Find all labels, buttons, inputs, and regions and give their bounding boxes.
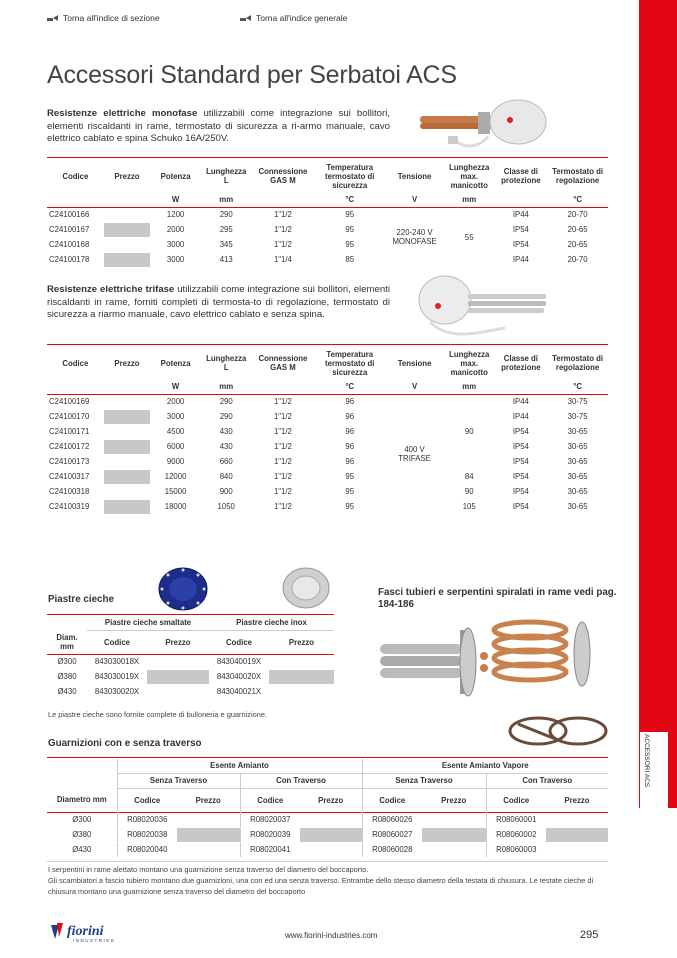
copper-coil-image [490, 610, 610, 700]
col-power: Potenza [150, 346, 201, 380]
price-cell[interactable] [546, 812, 608, 827]
price-cell[interactable] [300, 842, 362, 857]
tube-bundle-image [380, 616, 500, 706]
table-row: C24100319 18000 1050 1"1/2 95 105 IP54 30-65 [47, 499, 608, 514]
table-row: Ø300 R08020036 R08020037 R08060026 R08060001 [47, 812, 608, 827]
gaskets-image [508, 714, 608, 748]
back-arrow-icon [48, 13, 58, 23]
enamel-plate-image [158, 567, 208, 611]
price-cell[interactable] [300, 812, 362, 827]
mono-description: Resistenze elettriche monofase utilizzabili come integrazione sui bollitori, elementi riscaldanti in rame, termostato di sicurezza a ri-armo manuale, cavo elettrico cablato e spina Schuko 16A/250V. [47, 108, 390, 145]
col-connection: Connessione GAS M [252, 346, 315, 380]
tri-heater-image [410, 272, 550, 338]
section-side-tab[interactable]: ACCESSORI ACS [640, 732, 668, 808]
col-safety-temp: Temperatura termostato di sicurezza [314, 159, 385, 193]
price-cell[interactable] [104, 207, 151, 222]
price-cell[interactable] [104, 499, 151, 514]
nav-section-link[interactable]: Torna all'indice di sezione [48, 13, 160, 23]
price-cell[interactable] [147, 684, 209, 699]
table-row: C24100167 2000 295 1"1/2 95 IP54 20-65 [47, 222, 608, 237]
price-cell[interactable] [147, 654, 209, 669]
footer-url[interactable]: www.fiorini-industries.com [285, 931, 378, 940]
table-row: C24100170 3000 290 1"1/2 96 IP44 30-75 [47, 409, 608, 424]
col-price: Prezzo [104, 159, 151, 193]
svg-text:INDUSTRIES: INDUSTRIES [73, 938, 116, 943]
price-cell[interactable] [422, 842, 486, 857]
table-row: C24100166 1200 290 1"1/2 95 220-240 V MONOFASE 55 IP44 20-70 [47, 207, 608, 222]
price-cell[interactable] [147, 669, 209, 684]
col-thermostat: Termostato di regolazione [547, 159, 608, 193]
plates-title: Piastre cieche [48, 594, 114, 605]
tri-description: Resistenze elettriche trifase utilizzabili come integrazione sui bollitori, elementi riscaldanti in rame, forniti completi di termosta-to di regolazione, termostato di sicurezza a riarmo manuale, cavo elettrico cablato e senza spina. [47, 284, 390, 321]
gaskets-notes: I serpentini in rame alettato montano una guarnizione senza traverso del diametro del boccaporto. Gli scambiatori a fascio tubiero montano due guarnizioni, una con ed una senza traverso. Entrambe dello stesso diametro della testata di chiusura. Le testate cieche di chiusura montano una guarnizione senza traverso del diametro del boccaporto [48, 865, 594, 896]
price-cell[interactable] [177, 842, 240, 857]
price-cell[interactable] [104, 394, 151, 409]
back-arrow-icon [241, 13, 251, 23]
bundles-title: Fasci tubieri e serpentini spiralati in rame vedi pag. 184-186 [378, 587, 617, 610]
col-code: Codice [47, 159, 104, 193]
col-safety-temp: Temperatura termostato di sicurezza [314, 346, 385, 380]
col-protection: Classe di protezione [495, 159, 548, 193]
price-cell[interactable] [104, 252, 151, 267]
price-cell[interactable] [269, 654, 334, 669]
table-row: C24100173 9000 660 1"1/2 96 IP54 30-65 [47, 454, 608, 469]
price-cell[interactable] [104, 222, 151, 237]
plates-note: Le piastre cieche sono fornite complete di bulloneria e guarnizione. [48, 710, 267, 719]
page-title: Accessori Standard per Serbatoi ACS [47, 61, 457, 89]
price-cell[interactable] [104, 409, 151, 424]
price-cell[interactable] [104, 484, 151, 499]
table-row: Ø430 843030020X 843040021X [47, 684, 334, 699]
price-cell[interactable] [104, 454, 151, 469]
tri-table: Codice Prezzo Potenza Lunghezza L Connessione GAS M Temperatura termostato di sicurezza Tensione Lunghezza max. manicotto Classe di protezione Termostato di regolazione W mm °C V mm °C C24100169 2000 290 1"1/2 96 400 V TRIFASE 90 IP44 30-75 C24100170 3000 290 1"1/2 96 IP44 30-75 C24100171 4500 430 1"1/2 96 IP54 30-65 C24100172 6000 430 1"1/2 96 IP54 30-65 C24100173 9000 660 1"1/2 96 IP54 30-65 C24100317 12000 840 1"1/2 95 84 IP54 30-65 C24100318 15000 900 1"1/2 95 90 IP54 30-65 C24100319 18000 1050 1"1/2 95 105 IP54 30-65 [47, 346, 608, 515]
table-row: C24100168 3000 345 1"1/2 95 IP54 20-65 [47, 237, 608, 252]
col-length: Lunghezza L [201, 159, 252, 193]
price-cell[interactable] [104, 469, 151, 484]
inox-plate-image [282, 567, 330, 609]
price-cell[interactable] [546, 842, 608, 857]
col-protection: Classe di protezione [495, 346, 548, 380]
col-sleeve: Lunghezza max. manicotto [444, 159, 495, 193]
col-voltage: Tensione [385, 159, 444, 193]
mono-heater-image [418, 96, 548, 154]
mono-table: Codice Prezzo Potenza Lunghezza L Connessione GAS M Temperatura termostato di sicurezza Tensione Lunghezza max. manicotto Classe di protezione Termostato di regolazione W mm °C V mm °C C24100166 1200 290 1"1/2 95 220-240 V MONOFASE 55 IP44 20-70 C24100167 2000 295 1"1/2 95 IP54 20-65 C24100168 3000 345 1"1/2 95 IP54 20-65 C24100178 3000 413 1"1/4 85 IP44 20-70 [47, 159, 608, 268]
table-row: C24100318 15000 900 1"1/2 95 90 IP54 30-65 [47, 484, 608, 499]
col-connection: Connessione GAS M [252, 159, 315, 193]
nav-general-link[interactable]: Torna all'indice generale [241, 13, 347, 23]
svg-text:fiorini: fiorini [67, 924, 104, 939]
price-cell[interactable] [104, 237, 151, 252]
price-cell[interactable] [104, 424, 151, 439]
price-cell[interactable] [546, 827, 608, 842]
col-thermostat: Termostato di regolazione [547, 346, 608, 380]
price-cell[interactable] [269, 684, 334, 699]
col-voltage: Tensione [385, 346, 444, 380]
col-sleeve: Lunghezza max. manicotto [444, 346, 495, 380]
gaskets-table: Esente Amianto Esente Amianto Vapore Senza Traverso Con Traverso Senza Traverso Con Traverso Diametro mm Codice Prezzo Codice Prezzo Codice Prezzo Codice Prezzo Ø300 R08020036 R08020037 R08060026 R08060001 Ø380 R08020038 R08020039 R08060027 R08060002 Ø430 R08020040 R08020041 R08060028 R08060003 [47, 759, 608, 858]
col-power: Potenza [150, 159, 201, 193]
price-cell[interactable] [422, 812, 486, 827]
price-cell[interactable] [177, 827, 240, 842]
table-row: Ø430 R08020040 R08020041 R08060028 R08060003 [47, 842, 608, 857]
price-cell[interactable] [177, 812, 240, 827]
price-cell[interactable] [300, 827, 362, 842]
col-code: Codice [47, 346, 104, 380]
page-number: 295 [580, 929, 599, 941]
gaskets-title: Guarnizioni con e senza traverso [48, 738, 202, 749]
price-cell[interactable] [269, 669, 334, 684]
fiorini-logo [49, 921, 149, 948]
plates-table: Piastre cieche smaltate Piastre cieche inox Diam. mm Codice Prezzo Codice Prezzo Ø300 843030018X 843040019X Ø380 843030019X 843040020X Ø430 843030020X 843040021X [47, 616, 334, 700]
section-color-band [639, 0, 677, 808]
table-row: C24100178 3000 413 1"1/4 85 IP44 20-70 [47, 252, 608, 267]
price-cell[interactable] [104, 439, 151, 454]
table-row: Ø380 R08020038 R08020039 R08060027 R08060002 [47, 827, 608, 842]
table-row: C24100169 2000 290 1"1/2 96 400 V TRIFASE 90 IP44 30-75 [47, 394, 608, 409]
table-row: C24100171 4500 430 1"1/2 96 IP54 30-65 [47, 424, 608, 439]
col-length: Lunghezza L [201, 346, 252, 380]
table-row: C24100317 12000 840 1"1/2 95 84 IP54 30-65 [47, 469, 608, 484]
table-row: C24100172 6000 430 1"1/2 96 IP54 30-65 [47, 439, 608, 454]
col-price: Prezzo [104, 346, 151, 380]
table-row: Ø380 843030019X 843040020X [47, 669, 334, 684]
price-cell[interactable] [422, 827, 486, 842]
table-row: Ø300 843030018X 843040019X [47, 654, 334, 669]
